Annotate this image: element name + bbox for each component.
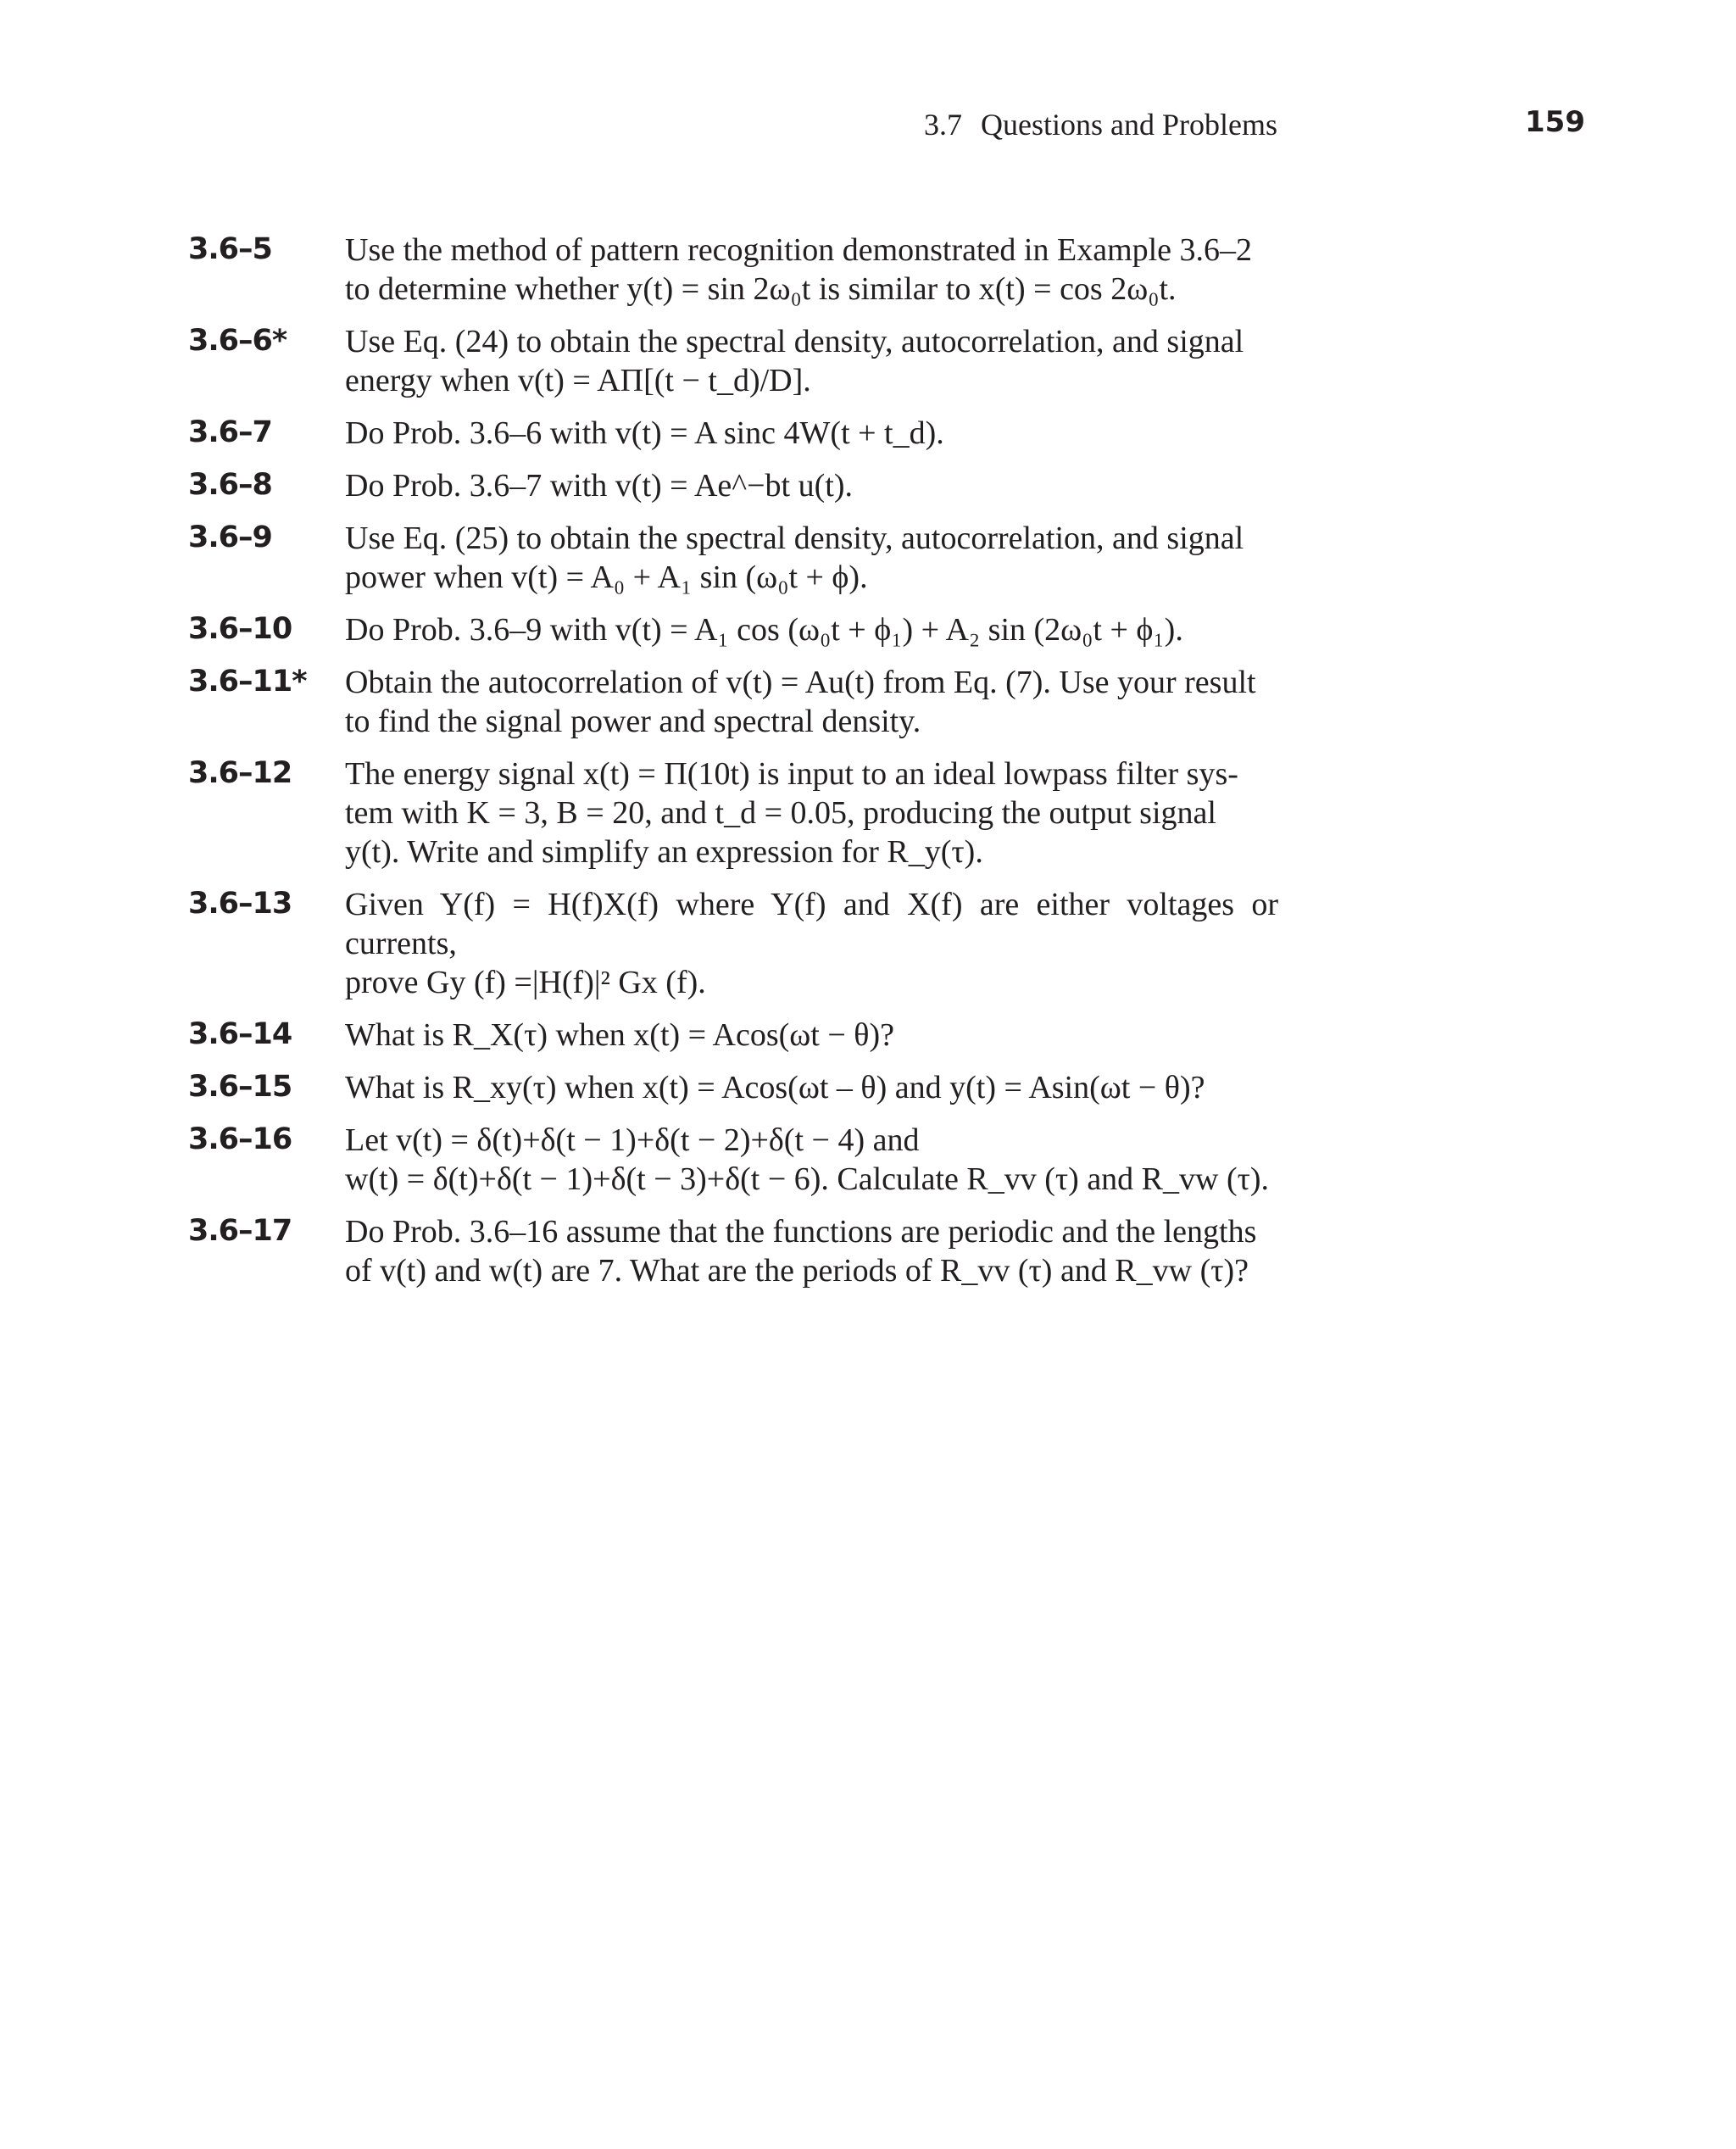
problem-number: 3.6–8	[188, 468, 272, 502]
problem-line: to find the signal power and spectral density.	[345, 704, 921, 739]
problem-item	[188, 1016, 1278, 1055]
problem-line: Do Prob. 3.6–7 with v(t) = Ae^−bt u(t).	[345, 468, 853, 504]
problem-item	[188, 231, 1278, 309]
problem-number: 3.6–9	[188, 521, 272, 554]
problem-line: Obtain the autocorrelation of v(t) = Au(t) from Eq. (7). Use your result	[345, 665, 1256, 700]
problem-line: y(t). Write and simplify an expression for R_y(τ).	[345, 834, 983, 870]
problem-item	[188, 885, 1278, 1002]
problem-number: 3.6–6*	[188, 324, 287, 358]
problem-text	[345, 1016, 1278, 1055]
problem-number: 3.6–17	[188, 1214, 292, 1248]
problem-item	[188, 466, 1278, 505]
problem-number: 3.6–5	[188, 232, 272, 266]
section-number: 3.7	[924, 108, 962, 142]
problem-item	[188, 663, 1278, 741]
problem-line: What is R_xy(τ) when x(t) = Acos(ωt – θ) and y(t) = Asin(ωt − θ)?	[345, 1070, 1205, 1105]
problem-number: 3.6–13	[188, 887, 292, 921]
problem-line: power when v(t) = A₀ + A₁ sin (ω₀t + ϕ).	[345, 560, 868, 595]
problem-text	[345, 754, 1278, 871]
problem-text	[345, 519, 1278, 597]
problem-text	[345, 610, 1278, 649]
problem-number: 3.6–14	[188, 1017, 292, 1051]
problem-text	[345, 1068, 1278, 1107]
problem-line: What is R_X(τ) when x(t) = Acos(ωt − θ)?	[345, 1017, 894, 1053]
problem-line: Use Eq. (24) to obtain the spectral density, autocorrelation, and signal	[345, 324, 1244, 359]
problem-text	[345, 231, 1278, 309]
problem-line: to determine whether y(t) = sin 2ω₀t is similar to x(t) = cos 2ω₀t.	[345, 271, 1177, 307]
problem-line: Do Prob. 3.6–9 with v(t) = A₁ cos (ω₀t + ϕ₁) + A₂ sin (2ω₀t + ϕ₁).	[345, 612, 1183, 648]
problem-line: Do Prob. 3.6–16 assume that the functions are periodic and the lengths	[345, 1214, 1257, 1250]
problem-text	[345, 663, 1278, 741]
problem-text	[345, 414, 1278, 453]
problem-line: w(t) = δ(t)+δ(t − 1)+δ(t − 3)+δ(t − 6). Calculate R_vv (τ) and R_vw (τ).	[345, 1161, 1270, 1197]
problem-item	[188, 1068, 1278, 1107]
problem-line: energy when v(t) = AΠ[(t − t_d)/D].	[345, 363, 811, 398]
problem-item	[188, 322, 1278, 400]
problem-item	[188, 1212, 1278, 1290]
problem-item	[188, 519, 1278, 597]
problem-line: Let v(t) = δ(t)+δ(t − 1)+δ(t − 2)+δ(t − 4) and	[345, 1122, 920, 1158]
problem-text	[345, 1212, 1278, 1290]
problem-text	[345, 885, 1278, 1002]
running-head	[924, 107, 1348, 142]
problem-item	[188, 414, 1278, 453]
section-title: Questions and Problems	[981, 108, 1277, 142]
problem-line: tem with K = 3, B = 20, and t_d = 0.05, producing the output signal	[345, 795, 1216, 831]
problem-number: 3.6–15	[188, 1070, 292, 1104]
problem-line: Do Prob. 3.6–6 with v(t) = A sinc 4W(t + t_d).	[345, 415, 944, 451]
problem-number: 3.6–12	[188, 756, 292, 790]
problem-number: 3.6–16	[188, 1122, 292, 1156]
problem-text	[345, 466, 1278, 505]
problem-line: Use the method of pattern recognition demonstrated in Example 3.6–2	[345, 232, 1253, 268]
problem-list	[188, 231, 1278, 1304]
problem-item	[188, 610, 1278, 649]
problem-line: The energy signal x(t) = Π(10t) is input to an ideal lowpass filter sys-	[345, 756, 1238, 792]
problem-line: prove Gy (f) =|H(f)|² Gx (f).	[345, 965, 706, 1000]
problem-number: 3.6–11*	[188, 665, 307, 699]
problem-line: Given Y(f) = H(f)X(f) where Y(f) and X(f) are either voltages or currents,	[345, 887, 1278, 961]
problem-number: 3.6–10	[188, 612, 292, 646]
problem-item	[188, 1121, 1278, 1199]
problem-line: of v(t) and w(t) are 7. What are the periods of R_vv (τ) and R_vw (τ)?	[345, 1253, 1249, 1289]
problem-line: Use Eq. (25) to obtain the spectral density, autocorrelation, and signal	[345, 521, 1244, 556]
problem-text	[345, 322, 1278, 400]
problem-item	[188, 754, 1278, 871]
problem-number: 3.6–7	[188, 415, 272, 449]
page-number: 159	[1525, 105, 1585, 139]
problem-text	[345, 1121, 1278, 1199]
